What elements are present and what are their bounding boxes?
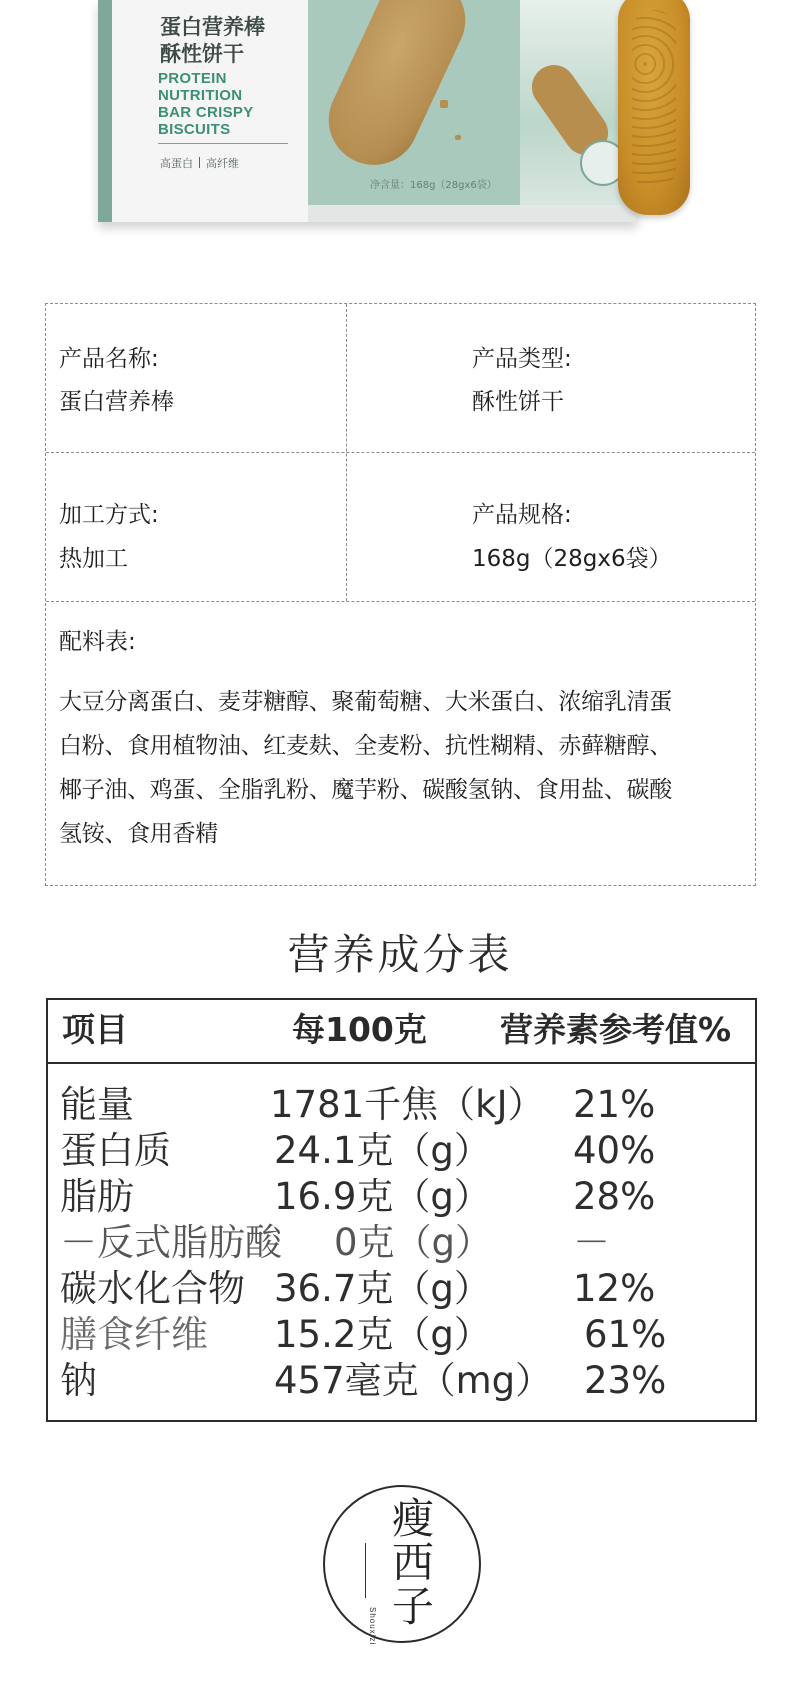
box-en-line1: PROTEIN xyxy=(158,70,227,87)
nutrient-amount: 1781千焦（kJ） xyxy=(270,1083,545,1126)
tag-high-protein: 高蛋白 xyxy=(160,157,193,170)
box-en-line2: NUTRITION xyxy=(158,87,243,104)
table-divider xyxy=(346,304,347,601)
box-en-line4: BISCUITS xyxy=(158,121,231,138)
header-item: 项目 xyxy=(62,1010,128,1049)
ingredients-label: 配料表: xyxy=(59,629,136,655)
table-row xyxy=(48,1358,755,1404)
nutrient-name: 钠 xyxy=(60,1359,97,1402)
nutrition-table xyxy=(46,998,757,1422)
table-row xyxy=(48,1220,755,1266)
nutrient-amount: 24.1克（g） xyxy=(274,1129,491,1172)
logo-char: 西 xyxy=(391,1538,434,1587)
nutrient-nrv: － xyxy=(573,1221,610,1264)
header-nrv: 营养素参考值% xyxy=(500,1010,732,1049)
process-method-value: 热加工 xyxy=(59,546,128,572)
nutrient-name: 脂肪 xyxy=(60,1175,134,1218)
logo-chinese xyxy=(383,1494,443,1631)
ingredients-line: 大豆分离蛋白、麦芽糖醇、聚葡萄糖、大米蛋白、浓缩乳清蛋 xyxy=(59,689,672,715)
brand-logo xyxy=(323,1485,481,1646)
nutrient-name: 碳水化合物 xyxy=(60,1267,245,1310)
nutrient-amount: 16.9克（g） xyxy=(274,1175,491,1218)
nutrient-amount: 0克（g） xyxy=(334,1221,493,1264)
table-divider xyxy=(46,601,755,602)
nutrient-nrv: 21% xyxy=(573,1083,656,1126)
crumb xyxy=(440,100,448,108)
header-per-100g: 每100克 xyxy=(292,1010,427,1049)
nutrient-name: 膳食纤维 xyxy=(60,1313,208,1356)
box-title-line1: 蛋白营养棒 xyxy=(160,15,265,39)
tag-high-fiber: 高纤维 xyxy=(206,157,239,170)
nutrition-table-header xyxy=(48,1000,755,1064)
table-row xyxy=(48,1128,755,1174)
ingredients-line: 白粉、食用植物油、红麦麸、全麦粉、抗性糊精、赤藓糖醇、 xyxy=(59,733,672,759)
logo-char: 子 xyxy=(391,1582,434,1631)
product-spec-label: 产品规格: xyxy=(472,502,572,528)
product-spec-value: 168g（28gx6袋） xyxy=(472,546,672,572)
box-side-stripe xyxy=(98,0,112,222)
nutrient-amount: 36.7克（g） xyxy=(274,1267,491,1310)
nutrient-nrv: 61% xyxy=(584,1313,667,1356)
tag-separator xyxy=(199,157,200,168)
net-weight-label: 净含量：168g（28gx6袋） xyxy=(370,180,497,191)
table-row xyxy=(48,1266,755,1312)
ingredients-line: 椰子油、鸡蛋、全脂乳粉、魔芋粉、碳酸氢钠、食用盐、碳酸 xyxy=(59,777,672,803)
ingredients-list xyxy=(59,680,749,856)
nutrient-name: 能量 xyxy=(60,1083,134,1126)
logo-char: 瘦 xyxy=(391,1494,434,1543)
nutrient-nrv: 28% xyxy=(573,1175,656,1218)
logo-english: Shouxizi xyxy=(368,1607,377,1646)
protein-bar-image xyxy=(618,0,690,215)
nutrient-name: 蛋白质 xyxy=(60,1129,171,1172)
table-row xyxy=(48,1174,755,1220)
nutrient-amount: 15.2克（g） xyxy=(274,1313,491,1356)
crumb xyxy=(455,135,461,140)
box-title-en xyxy=(158,70,318,138)
logo-divider xyxy=(365,1543,366,1598)
box-tags xyxy=(160,155,239,171)
product-info-table xyxy=(45,303,756,886)
box-en-line3: BAR CRISPY xyxy=(158,104,254,121)
nutrient-nrv: 12% xyxy=(573,1267,656,1310)
table-row xyxy=(48,1082,755,1128)
product-name-value: 蛋白营养棒 xyxy=(59,389,174,415)
process-method-label: 加工方式: xyxy=(59,502,159,528)
nutrient-nrv: 23% xyxy=(584,1359,667,1402)
box-title-line2: 酥性饼干 xyxy=(160,42,244,66)
table-divider xyxy=(46,452,755,453)
nutrient-amount: 457毫克（mg） xyxy=(274,1359,553,1402)
table-row xyxy=(48,1312,755,1358)
ingredients-line: 氢铵、食用香精 xyxy=(59,821,218,847)
box-title-cn xyxy=(160,14,310,68)
product-name-label: 产品名称: xyxy=(59,346,159,372)
nutrient-nrv: 40% xyxy=(573,1129,656,1172)
nutrient-name: －反式脂肪酸 xyxy=(60,1221,282,1264)
box-divider xyxy=(158,143,288,144)
product-photo xyxy=(0,0,800,260)
product-type-label: 产品类型: xyxy=(472,346,572,372)
crumb xyxy=(340,140,350,146)
nutrition-table-title: 营养成分表 xyxy=(287,930,513,979)
product-type-value: 酥性饼干 xyxy=(472,389,564,415)
